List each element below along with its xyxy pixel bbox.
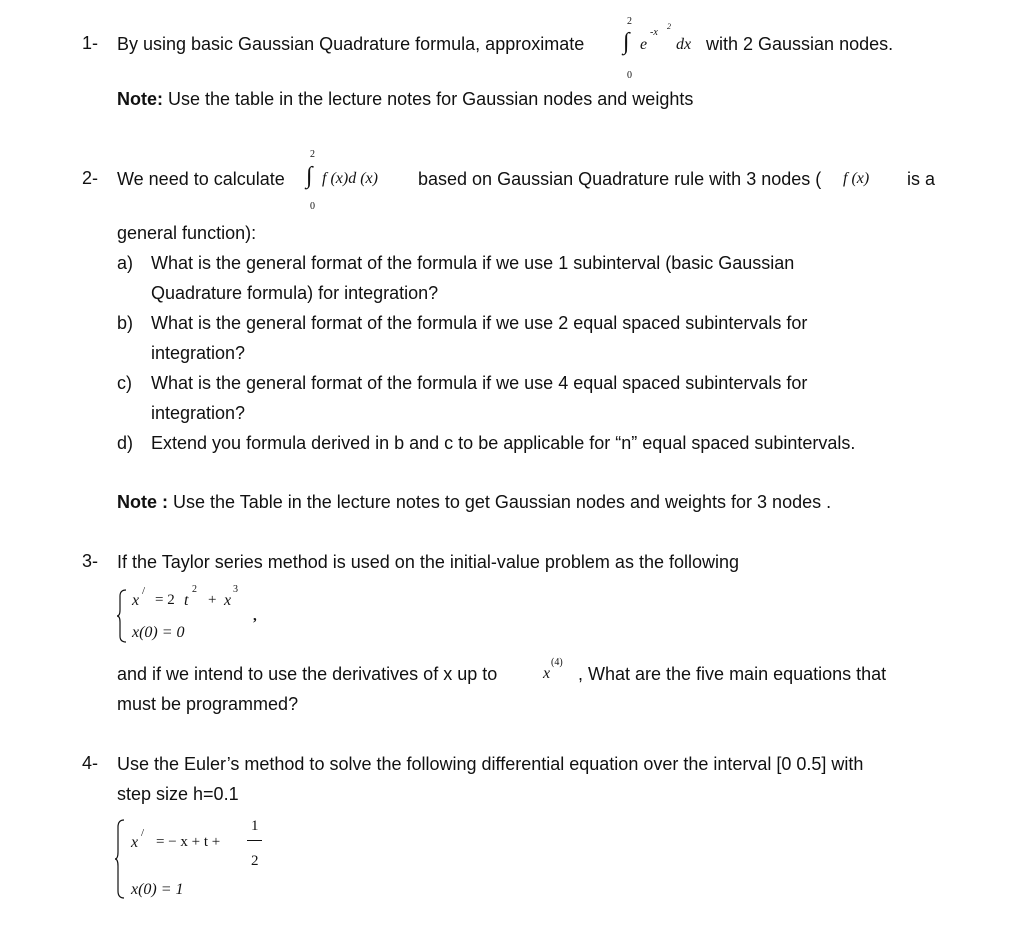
eq2: x(0) = 0 (132, 624, 185, 641)
curly-brace (114, 818, 126, 900)
sub-question-text-cont: integration? (151, 403, 246, 423)
derivative-order: (4) (551, 657, 563, 668)
question-text: We need to calculate (117, 169, 285, 189)
sub-question-label: d) (117, 433, 134, 453)
fx-symbol: f (x) (843, 170, 870, 187)
question-text-line2: and if we intend to use the derivatives of x up to (117, 664, 498, 684)
sub-question-label: c) (117, 373, 132, 393)
question-text-line2: step size h=0.1 (117, 784, 239, 804)
prime-mark: / (142, 585, 146, 597)
question-text: Use the Euler’s method to solve the following differential equation over the interval [0 0.5] with (117, 754, 864, 774)
question-text-end: is a (907, 169, 936, 189)
note (117, 491, 831, 513)
eq1-lhs: x (132, 592, 140, 609)
question-text: By using basic Gaussian Quadrature formula, approximate (117, 34, 585, 54)
note-text: Use the Table in the lecture notes to get Gaussian nodes and weights for 3 nodes . (173, 492, 832, 512)
note-text: Use the table in the lecture notes for Gaussian nodes and weights (168, 89, 694, 109)
eq2: x(0) = 1 (131, 881, 184, 898)
sub-question-text: What is the general format of the formula if we use 2 equal spaced subintervals for (151, 313, 808, 333)
question-text: If the Taylor series method is used on the initial-value problem as the following (117, 552, 740, 572)
sub-question-label: a) (117, 253, 134, 273)
prime-mark: / (141, 827, 145, 839)
integrand: f (x)d (x) (322, 170, 378, 187)
note (117, 88, 693, 110)
question-number: 4- (82, 753, 99, 773)
fraction-numerator: 1 (251, 818, 259, 834)
sub-question-label: b) (117, 313, 134, 333)
integral-upper-limit: 2 (310, 149, 315, 160)
eq1-x: x (224, 592, 232, 609)
question-number: 1- (82, 33, 99, 53)
sub-question-text-cont: Quadrature formula) for integration? (151, 283, 439, 303)
integral-sign: ∫ (623, 29, 630, 55)
sub-question-text: What is the general format of the formula if we use 4 equal spaced subintervals for (151, 373, 808, 393)
eq1-plus: + (208, 592, 217, 608)
question-text-line2-end: , What are the five main equations that (578, 664, 887, 684)
question-text-continuation: general function): (117, 223, 257, 243)
integral-sign: ∫ (306, 163, 313, 189)
note-label: Note : (117, 492, 168, 512)
exponent-power: 2 (667, 22, 671, 31)
note-label: Note: (117, 89, 163, 109)
integrand-exponent: -x (650, 27, 658, 38)
fraction-denominator: 2 (251, 853, 259, 869)
question-text-end: with 2 Gaussian nodes. (706, 34, 894, 54)
eq1-lhs: x (131, 834, 139, 851)
fraction-bar (247, 840, 262, 841)
eq1-rhs: = − x + t + (156, 834, 221, 850)
sub-question-text-cont: integration? (151, 343, 246, 363)
question-number: 3- (82, 551, 99, 571)
comma: , (253, 608, 257, 624)
integrand-base: e (640, 36, 648, 53)
derivative-base: x (543, 665, 551, 682)
eq1-t: t (184, 592, 189, 609)
integral-lower-limit: 0 (627, 70, 632, 81)
eq1-x-power: 3 (233, 584, 238, 595)
integral-lower-limit: 0 (310, 201, 315, 212)
question-text-mid: based on Gaussian Quadrature rule with 3 nodes ( (418, 169, 822, 189)
question-text-line3: must be programmed? (117, 694, 299, 714)
sub-question-text: Extend you formula derived in b and c to be applicable for “n” equal spaced subintervals. (151, 433, 856, 453)
eq1-rhs: = 2 (155, 592, 175, 608)
sub-question-text: What is the general format of the formula if we use 1 subinterval (basic Gaussian (151, 253, 795, 273)
eq1-t-power: 2 (192, 584, 197, 595)
differential: dx (676, 36, 692, 53)
integral-upper-limit: 2 (627, 16, 632, 27)
question-number: 2- (82, 168, 99, 188)
curly-brace (116, 588, 128, 644)
